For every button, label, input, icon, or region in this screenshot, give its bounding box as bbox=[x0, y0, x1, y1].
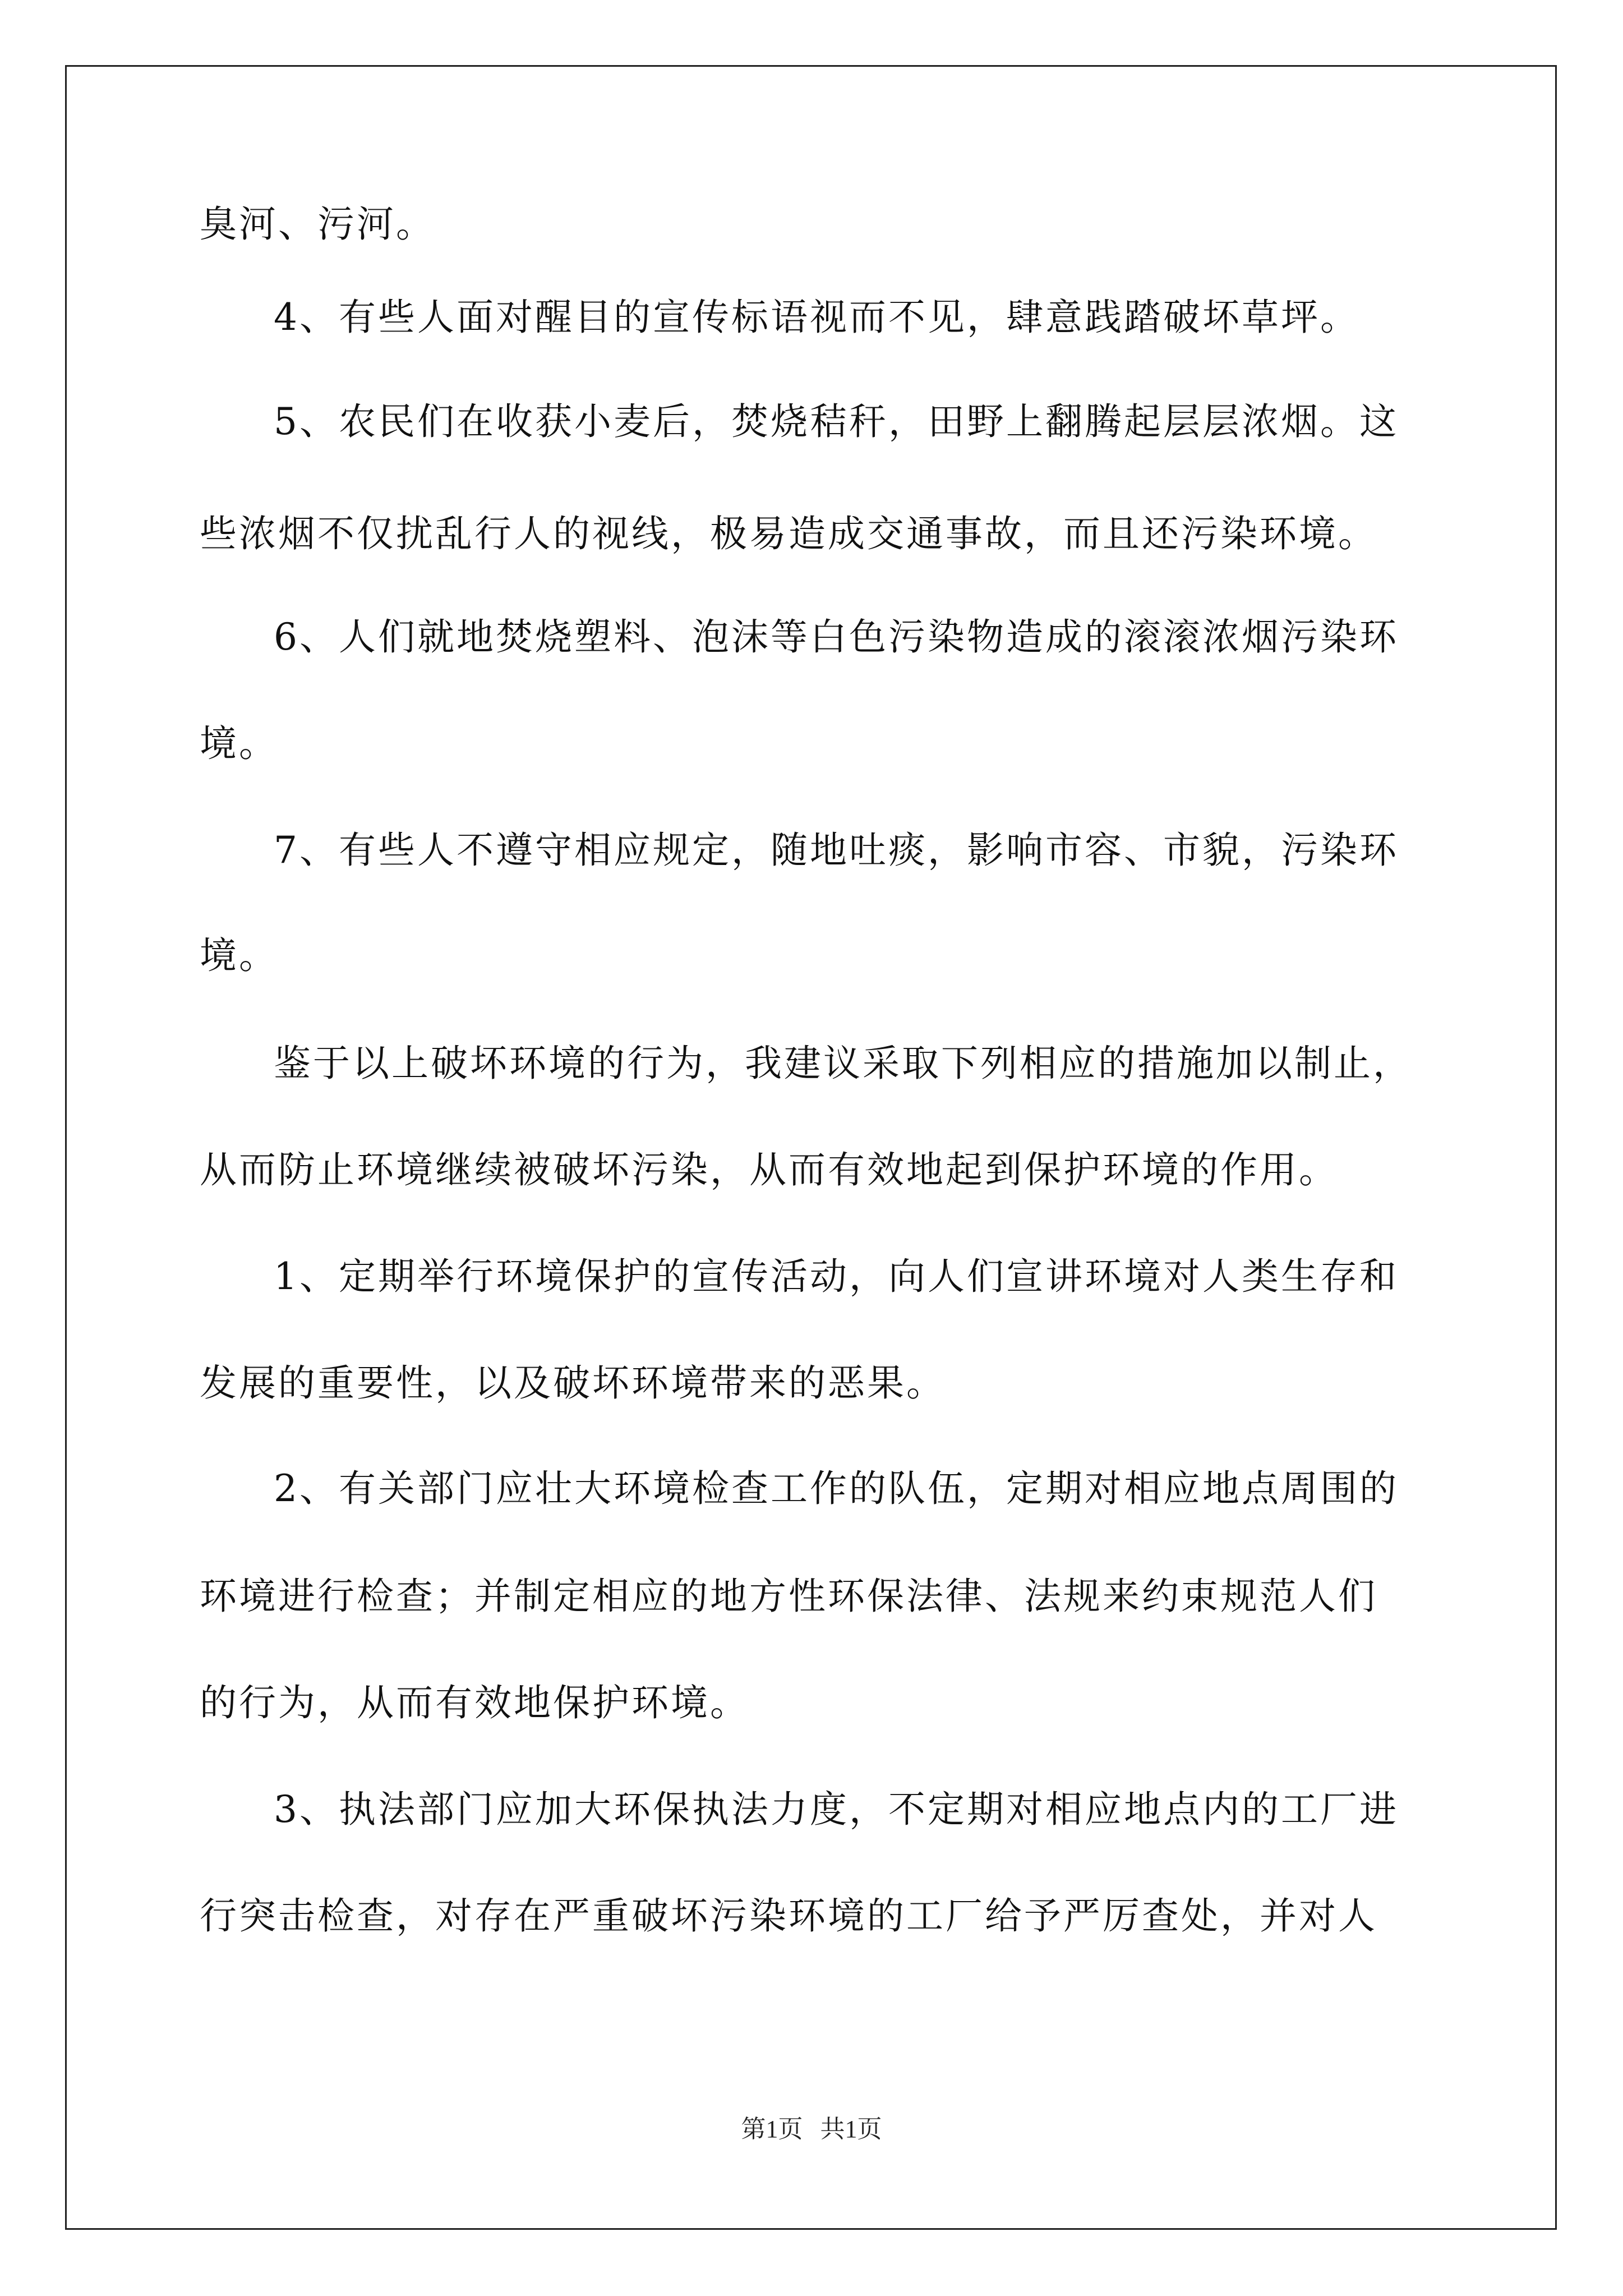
page-number-total: 共1页 bbox=[820, 2115, 882, 2143]
page-number-current: 第1页 bbox=[741, 2115, 803, 2143]
text-line: 境。 bbox=[200, 934, 278, 977]
text-line: 从而防止环境继续被破坏污染，从而有效地起到保护环境的作用。 bbox=[200, 1148, 1338, 1191]
text-line: 4、有些人面对醒目的宣传标语视而不见，肆意践踏破坏草坪。 bbox=[274, 296, 1359, 339]
text-line: 臭河、污河。 bbox=[200, 203, 435, 246]
text-line: 鉴于以上破坏环境的行为，我建议采取下列相应的措施加以制止， bbox=[274, 1042, 1412, 1085]
text-line: 1、定期举行环境保护的宣传活动，向人们宣讲环境对人类生存和 bbox=[274, 1255, 1399, 1298]
text-line: 发展的重要性，以及破坏环境带来的恶果。 bbox=[200, 1361, 946, 1405]
text-line: 行突击检查，对存在严重破坏污染环境的工厂给予严厉查处，并对人 bbox=[200, 1894, 1377, 1938]
text-line: 些浓烟不仅扰乱行人的视线，极易造成交通事故，而且还污染环境。 bbox=[200, 512, 1377, 555]
text-line: 境。 bbox=[200, 722, 278, 765]
text-line: 的行为，从而有效地保护环境。 bbox=[200, 1681, 749, 1724]
text-line: 3、执法部门应加大环保执法力度，不定期对相应地点内的工厂进 bbox=[274, 1788, 1399, 1831]
page-footer bbox=[0, 2114, 1623, 2145]
text-line: 2、有关部门应壮大环境检查工作的队伍，定期对相应地点周围的 bbox=[274, 1467, 1399, 1510]
text-line: 环境进行检查；并制定相应的地方性环保法律、法规来约束规范人们 bbox=[200, 1575, 1377, 1618]
text-line: 6、人们就地焚烧塑料、泡沫等白色污染物造成的滚滚浓烟污染环 bbox=[274, 615, 1399, 659]
text-line: 5、农民们在收获小麦后，焚烧秸秆，田野上翻腾起层层浓烟。这 bbox=[274, 400, 1399, 443]
text-line: 7、有些人不遵守相应规定，随地吐痰，影响市容、市貌，污染环 bbox=[274, 829, 1399, 872]
